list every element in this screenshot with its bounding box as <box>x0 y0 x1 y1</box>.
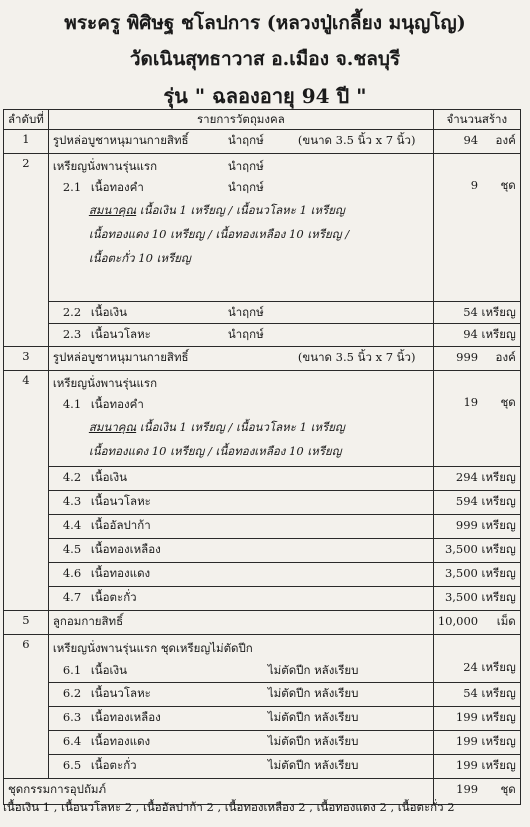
qty-value: 54 <box>463 686 478 700</box>
table-row <box>4 587 521 611</box>
item-name: เหรียญนั่งพานรุ่นแรก <box>52 376 158 390</box>
qty-value: 10,000 <box>437 614 479 628</box>
item-name: เนื้อทองคำ <box>90 180 144 194</box>
table-row <box>4 154 521 302</box>
note-label: สมนาคุณ <box>88 420 137 434</box>
qty-unit: เหรียญ <box>481 470 516 484</box>
table-row <box>4 302 521 324</box>
row-qty <box>433 467 520 491</box>
qty-unit: องค์ <box>495 350 516 364</box>
row-no: 1 <box>4 130 49 154</box>
sub-no: 4.5 <box>62 542 82 556</box>
item-name: เหรียญนั่งพานรุ่นแรก <box>52 159 158 173</box>
sub-no: 2.3 <box>62 327 82 341</box>
sub-no: 4.2 <box>62 470 82 484</box>
qty-unit: เหรียญ <box>481 734 516 748</box>
table-row <box>4 324 521 347</box>
note-line: เนื้อทองแดง 10 เหรียญ / เนื้อทองเหลือง 10 เหรียญ <box>88 444 342 458</box>
header-item: รายการวัตถุมงคล <box>48 110 433 130</box>
item-mark: นำฤกษ์ <box>227 180 264 194</box>
header-qty: จำนวนสร้าง <box>433 110 520 130</box>
row-qty <box>433 635 520 683</box>
sub-no: 6.3 <box>62 710 82 724</box>
qty-value: 94 <box>463 327 478 341</box>
qty-unit: เหรียญ <box>481 494 516 508</box>
row-no: 5 <box>4 611 49 635</box>
table-row <box>4 347 521 371</box>
qty-value: 3,500 <box>444 542 478 556</box>
row-item <box>48 539 433 563</box>
table-row <box>4 467 521 491</box>
row-no: 3 <box>4 347 49 371</box>
note-line: เนื้อเงิน 1 เหรียญ / เนื้อนวโลหะ 1 เหรียญ <box>139 420 345 434</box>
item-mark: ไม่ตัดปีก หลังเรียบ <box>267 710 359 724</box>
row-item <box>48 324 433 347</box>
sub-no: 2.1 <box>62 180 82 194</box>
row-qty <box>433 707 520 731</box>
row-item <box>48 154 433 302</box>
row-item <box>48 731 433 755</box>
qty-unit: ชุด <box>500 178 516 192</box>
row-qty <box>433 755 520 779</box>
item-mark: ไม่ตัดปีก หลังเรียบ <box>267 734 359 748</box>
note-line: เนื้อทองแดง 10 เหรียญ / เนื้อทองเหลือง 10 เหรียญ / <box>88 227 350 241</box>
table-row <box>4 707 521 731</box>
item-name: ลูกอมกายสิทธิ์ <box>52 614 124 628</box>
item-name: เนื้อนวโลหะ <box>90 327 151 341</box>
table-row <box>4 539 521 563</box>
row-item <box>48 635 433 683</box>
row-qty <box>433 587 520 611</box>
row-qty <box>433 683 520 707</box>
item-mark: นำฤกษ์ <box>227 159 264 173</box>
qty-unit: องค์ <box>495 133 516 147</box>
bonus-note <box>53 198 429 270</box>
row-qty <box>433 371 520 467</box>
qty-value: 999 <box>455 518 478 532</box>
table-row <box>4 683 521 707</box>
row-qty <box>433 130 520 154</box>
note-line: เนื้อตะกั่ว 10 เหรียญ <box>88 251 191 265</box>
note-label: สมนาคุณ <box>88 203 137 217</box>
item-mark: ไม่ตัดปีก หลังเรียบ <box>267 663 359 677</box>
row-item <box>48 467 433 491</box>
item-name: เนื้อตะกั่ว <box>90 758 137 772</box>
document-title: พระครู พิศิษฐ ชโลปการ (หลวงปู่เกลี้ยง มนุญโญ) <box>64 12 466 34</box>
row-item <box>48 611 433 635</box>
qty-value: 9 <box>470 178 479 192</box>
item-mark: ไม่ตัดปีก หลังเรียบ <box>267 758 359 772</box>
item-name: เนื้อทองแดง <box>90 734 151 748</box>
item-name: เนื้อทองคำ <box>90 397 144 411</box>
item-name: เนื้อทองเหลือง <box>90 710 161 724</box>
row-item <box>48 130 433 154</box>
sub-no: 6.5 <box>62 758 82 772</box>
item-mark: ไม่ตัดปีก หลังเรียบ <box>267 686 359 700</box>
sub-no: 6.1 <box>62 663 82 677</box>
qty-value: 94 <box>463 133 479 147</box>
row-qty <box>433 539 520 563</box>
footer-note: เนื้อเงิน 1 , เนื้อนวโลหะ 2 , เนื้ออัลปาก้า 2 , เนื้อทองเหลือง 2 , เนื้อทองแดง 2 , เนื้อตะกั่ว 2 <box>3 800 455 814</box>
qty-value: 54 <box>463 305 478 319</box>
item-name: เนื้อนวโลหะ <box>90 494 151 508</box>
qty-unit: เหรียญ <box>481 327 516 341</box>
qty-unit: เหรียญ <box>481 686 516 700</box>
note-line: เนื้อเงิน 1 เหรียญ / เนื้อนวโลหะ 1 เหรียญ <box>139 203 345 217</box>
row-item <box>48 371 433 467</box>
qty-value: 199 <box>455 710 478 724</box>
qty-value: 199 <box>455 734 478 748</box>
row-item <box>48 683 433 707</box>
sub-no: 6.2 <box>62 686 82 700</box>
item-name: เนื้อทองเหลือง <box>90 542 161 556</box>
item-name: เนื้อตะกั่ว <box>90 590 137 604</box>
qty-value: 294 <box>455 470 478 484</box>
qty-unit: เหรียญ <box>481 566 516 580</box>
qty-unit: เหรียญ <box>481 758 516 772</box>
qty-unit: ชุด <box>500 782 516 796</box>
amulet-table <box>3 109 521 805</box>
sub-no: 4.6 <box>62 566 82 580</box>
table-row <box>4 635 521 683</box>
row-item <box>48 302 433 324</box>
qty-value: 19 <box>463 395 479 409</box>
qty-value: 199 <box>456 782 479 796</box>
item-name: เนื้อเงิน <box>90 470 127 484</box>
item-mark: นำฤกษ์ <box>227 133 264 147</box>
sub-no: 4.7 <box>62 590 82 604</box>
table-row <box>4 731 521 755</box>
temple-name: วัดเนินสุทธาวาส อ.เมือง จ.ชลบุรี <box>129 48 401 70</box>
qty-unit: เหรียญ <box>481 590 516 604</box>
sub-no: 6.4 <box>62 734 82 748</box>
qty-unit: เหรียญ <box>481 518 516 532</box>
sub-no: 4.4 <box>62 518 82 532</box>
table-row <box>4 491 521 515</box>
table-row <box>4 515 521 539</box>
row-item <box>48 707 433 731</box>
table-row <box>4 755 521 779</box>
table-row <box>4 563 521 587</box>
item-name: เนื้อเงิน <box>90 305 127 319</box>
qty-unit: เม็ด <box>496 614 516 628</box>
item-mark: นำฤกษ์ <box>227 327 264 341</box>
row-qty <box>433 324 520 347</box>
row-qty <box>433 491 520 515</box>
item-name: เหรียญนั่งพานรุ่นแรก ชุดเหรียญไม่ตัดปีก <box>52 641 253 655</box>
qty-value: 999 <box>456 350 479 364</box>
row-item <box>48 755 433 779</box>
row-qty <box>433 563 520 587</box>
qty-unit: เหรียญ <box>481 542 516 556</box>
table-row <box>4 130 521 154</box>
table-row <box>4 371 521 467</box>
item-name: เนื้อนวโลหะ <box>90 686 151 700</box>
row-qty <box>433 731 520 755</box>
qty-value: 24 <box>463 660 478 674</box>
qty-unit: ชุด <box>500 395 516 409</box>
item-name: เนื้อเงิน <box>90 663 127 677</box>
item-name: ชุดกรรมการอุปถัมภ์ <box>8 782 107 796</box>
row-item <box>48 515 433 539</box>
item-name: เนื้อทองแดง <box>90 566 151 580</box>
qty-value: 199 <box>455 758 478 772</box>
row-no: 4 <box>4 371 49 611</box>
row-no: 6 <box>4 635 49 779</box>
sub-no: 4.1 <box>62 397 82 411</box>
table-row <box>4 611 521 635</box>
bonus-note <box>53 415 429 463</box>
row-no: 2 <box>4 154 49 347</box>
sub-no: 4.3 <box>62 494 82 508</box>
row-item <box>48 587 433 611</box>
item-size: (ขนาด 3.5 นิ้ว x 7 นิ้ว) <box>297 350 416 364</box>
row-item <box>48 491 433 515</box>
row-qty <box>433 347 520 371</box>
row-qty <box>433 515 520 539</box>
qty-unit: เหรียญ <box>481 305 516 319</box>
qty-value: 594 <box>455 494 478 508</box>
item-size: (ขนาด 3.5 นิ้ว x 7 นิ้ว) <box>297 133 416 147</box>
edition-title: รุ่น " ฉลองอายุ 94 ปี " <box>163 84 367 108</box>
item-mark: นำฤกษ์ <box>227 305 264 319</box>
item-name: รูปหล่อบูชาหนุมานกายสิทธิ์ <box>52 350 189 364</box>
header-no: ลำดับที่ <box>4 110 49 130</box>
qty-unit: เหรียญ <box>481 660 516 674</box>
qty-value: 3,500 <box>444 590 478 604</box>
sub-no: 2.2 <box>62 305 82 319</box>
qty-unit: เหรียญ <box>481 710 516 724</box>
item-name: เนื้ออัลปาก้า <box>90 518 151 532</box>
row-qty <box>433 302 520 324</box>
row-qty <box>433 611 520 635</box>
row-item <box>48 563 433 587</box>
qty-value: 3,500 <box>444 566 478 580</box>
item-name: รูปหล่อบูชาหนุมานกายสิทธิ์ <box>52 133 189 147</box>
row-qty <box>433 154 520 302</box>
row-item <box>48 347 433 371</box>
